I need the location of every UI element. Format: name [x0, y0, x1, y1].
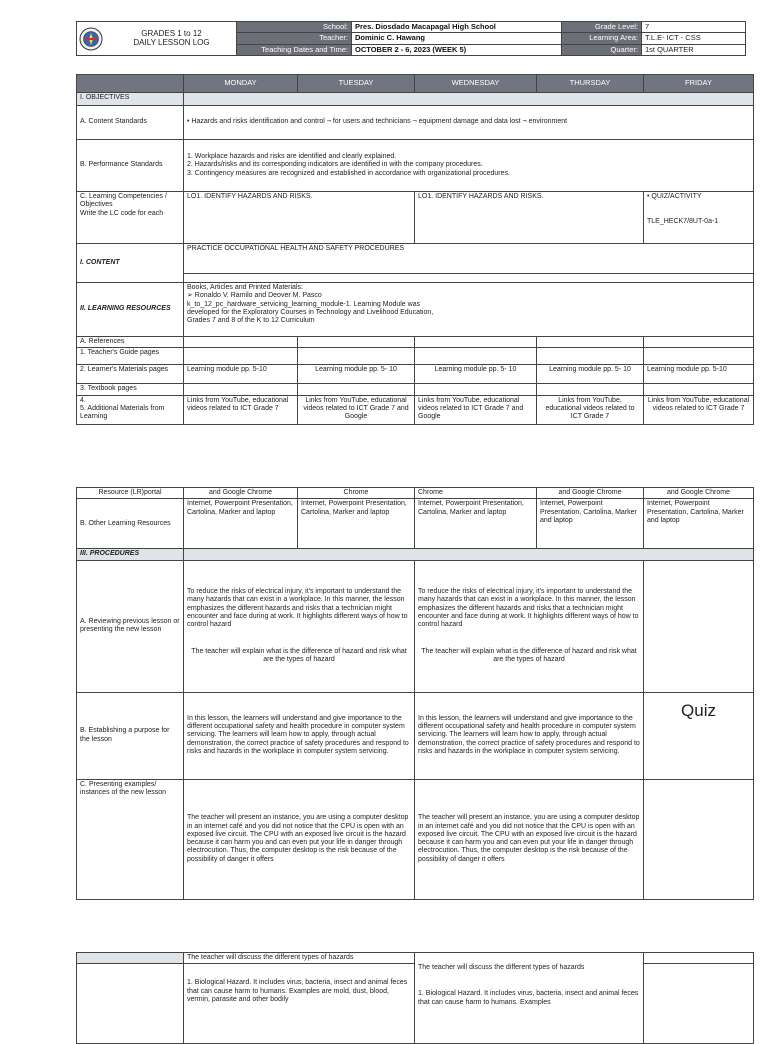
additional-thu: Links from YouTube, educational videos related to ICT Grade 7 [537, 395, 644, 424]
teacher-value: Dominic C. Hawang [352, 33, 562, 44]
portal-tue: Chrome [298, 488, 415, 499]
discuss-wednesday [415, 953, 644, 1044]
examples-monday: The teacher will present an instance, you are using a computer desktop in an internet café and you did not notice that the CPU is open with an exposed live circuit. The CPU with an exposed live circuit is the hazard because it can harm you and can even put your life in danger through electrocution. Thus, the computer desktop is the risk because of the possibility of danger it offers [184, 779, 415, 899]
page3-label-cell [77, 953, 184, 964]
day-friday: FRIDAY [644, 75, 754, 93]
grade-value: 7 [642, 22, 746, 33]
other-fri: Internet, Powerpoint Presentation, Cartolina, Marker and laptop [644, 499, 754, 549]
procedures-heading: III. PROCEDURES [77, 549, 184, 560]
other-resources-label: B. Other Learning Resources [77, 499, 184, 549]
additional-label: 4. 5. Additional Materials from Learning [77, 395, 184, 424]
objectives-heading: I. OBJECTIVES [77, 93, 184, 106]
references-thu [537, 337, 644, 348]
additional-wed: Links from YouTube, educational videos related to ICT Grade 7 and Google [415, 395, 537, 424]
objectives-heading-fill [184, 93, 754, 106]
teachers-guide-thu [537, 348, 644, 365]
learners-mon: Learning module pp. 5-10 [184, 365, 298, 384]
portal-wed: Chrome [415, 488, 537, 499]
purpose-label: B. Establishing a purpose for the lesson [77, 692, 184, 779]
lesson-table-page1 [76, 74, 754, 425]
other-tue: Internet, Powerpoint Presentation, Cartolina, Marker and laptop [298, 499, 415, 549]
page3-friday [644, 964, 754, 1044]
day-monday: MONDAY [184, 75, 298, 93]
review-label: A. Reviewing previous lesson or presenting the new lesson [77, 560, 184, 692]
bio-monday-text: 1. Biological Hazard. It includes virus, bacteria, insect and animal feces that can cause harm to humans. Examples are mold, dust, blood, vermin, parasite and other bodily [187, 979, 408, 1003]
page3-friday-top [644, 953, 754, 964]
references-wed [415, 337, 537, 348]
examples-wednesday: The teacher will present an instance, you are using a computer desktop in an internet café and you did not notice that the CPU is open with an exposed live circuit. The CPU with an exposed live circuit is the hazard because it can harm you and can even put your life in danger through electrocution. Thus, the computer desktop is the risk because of the possibility of danger it offers [415, 779, 644, 899]
resources-heading: II. LEARNING RESOURCES [77, 283, 184, 337]
portal-label: Resource (LR)portal [77, 488, 184, 499]
teacher-label: Teacher: [237, 33, 352, 44]
dates-label: Teaching Dates and Time: [237, 44, 352, 55]
header-block [76, 21, 746, 56]
content-standards-label: A. Content Standards [77, 106, 184, 140]
teachers-guide-label: 1. Teacher's Guide pages [77, 348, 184, 365]
examples-friday [644, 779, 754, 899]
content-value: PRACTICE OCCUPATIONAL HEALTH AND SAFETY PROCEDURES [184, 244, 754, 274]
purpose-monday: In this lesson, the learners will understand and give importance to the different occupational safety and health procedure in computer system servicing. The learners will learn how to apply, through actual demonstration, the correct practice of safety procedures and respond to risks and hazards in the workplace in computer system servicing. [184, 692, 415, 779]
grade-label: Grade Level: [562, 22, 642, 33]
other-thu: Internet, Powerpoint Presentation, Cartolina, Marker and laptop [537, 499, 644, 549]
bio-wednesday: 1. Biological Hazard. It includes virus, bacteria, insect and animal feces that can cause harm to humans. Examples [418, 990, 639, 1006]
additional-tue: Links from YouTube, educational videos related to ICT Grade 7 and Google [298, 395, 415, 424]
content-standards-value: • Hazards and risks identification and control ¬ for users and technicians ¬ equipment damage and data lost ¬ environment [184, 106, 754, 140]
references-label: A. References [77, 337, 184, 348]
lesson-table-page2 [76, 487, 754, 900]
performance-label: B. Performance Standards [77, 140, 184, 192]
day-wednesday: WEDNESDAY [415, 75, 537, 93]
references-tue [298, 337, 415, 348]
dates-value: OCTOBER 2 - 6, 2023 (WEEK 5) [352, 44, 562, 55]
purpose-wednesday: In this lesson, the learners will understand and give importance to the different occupational safety and health procedure in computer system servicing. The learners will learn how to apply, through actual demonstration, the correct practice of safety procedures and respond to risks and hazards in the workplace in computer system servicing. [415, 692, 644, 779]
review-friday [644, 560, 754, 692]
competency-monday: LO1. IDENTIFY HAZARDS AND RISKS. [184, 192, 415, 244]
day-thursday: THURSDAY [537, 75, 644, 93]
learners-fri: Learning module pp. 5-10 [644, 365, 754, 384]
review-wednesday-text-2: The teacher will explain what is the difference of hazard and risk what are the types of hazard [421, 647, 637, 663]
area-label: Learning Area: [562, 33, 642, 44]
textbook-fri [644, 384, 754, 395]
examples-label: C. Presenting examples/ instances of the new lesson [77, 779, 184, 899]
content-blank [184, 274, 754, 283]
header-title-1: GRADES 1 to 12 [141, 29, 202, 39]
day-header-corner [77, 75, 184, 93]
learners-label: 2. Learner's Materials pages [77, 365, 184, 384]
purpose-friday: Quiz [644, 692, 754, 779]
school-value: Pres. Diosdado Macapagal High School [352, 22, 562, 33]
portal-thu: and Google Chrome [537, 488, 644, 499]
lesson-table-page3 [76, 952, 754, 1044]
learners-tue: Learning module pp. 5- 10 [298, 365, 415, 384]
review-monday [184, 560, 415, 692]
portal-fri: and Google Chrome [644, 488, 754, 499]
teachers-guide-wed [415, 348, 537, 365]
school-label: School: [237, 22, 352, 33]
procedures-heading-fill [184, 549, 754, 560]
competency-wednesday: LO1. IDENTIFY HAZARDS AND RISKS. [415, 192, 644, 244]
area-value: T.L.E- ICT - CSS [642, 33, 746, 44]
header-title-2: DAILY LESSON LOG [133, 38, 210, 48]
review-monday-text-2: The teacher will explain what is the difference of hazard and risk what are the types of hazard [191, 647, 407, 663]
page3-label-cell-2 [77, 964, 184, 1044]
quarter-value: 1st QUARTER [642, 44, 746, 55]
textbook-tue [298, 384, 415, 395]
textbook-wed [415, 384, 537, 395]
review-wednesday [415, 560, 644, 692]
bio-monday [184, 964, 415, 1044]
learners-wed: Learning module pp. 5- 10 [415, 365, 537, 384]
references-fri [644, 337, 754, 348]
portal-mon: and Google Chrome [184, 488, 298, 499]
other-mon: Internet, Powerpoint Presentation, Cartolina, Marker and laptop [184, 499, 298, 549]
discuss-wednesday-text: The teacher will discuss the different types of hazards [418, 964, 585, 971]
review-monday-text: To reduce the risks of electrical injury, it's important to understand the many hazards that can exist in a workplace. In this manner, the lesson emphasizes the different hazards and risks that a technician might encounter and face during at work. It highlights different ways of how to control hazard [187, 588, 408, 629]
deped-seal-icon [79, 27, 103, 51]
day-tuesday: TUESDAY [298, 75, 415, 93]
performance-value: 1. Workplace hazards and risks are identified and clearly explained. 2. Hazards/risks and its corresponding indicators are identified in with the company procedures. 3. Contingency measures are recognized and established in accordance with organizational procedures. [184, 140, 754, 192]
quarter-label: Quarter: [562, 44, 642, 55]
other-wed: Internet, Powerpoint Presentation, Cartolina, Marker and laptop [415, 499, 537, 549]
textbook-thu [537, 384, 644, 395]
content-heading: I. CONTENT [77, 244, 184, 283]
competencies-label: C. Learning Competencies / Objectives Write the LC code for each [77, 192, 184, 244]
discuss-monday: The teacher will discuss the different types of hazards [184, 953, 415, 964]
competency-friday: • QUIZ/ACTIVITY TLE_HECK7/8UT-0a-1 [644, 192, 754, 244]
resources-value: Books, Articles and Printed Materials: ➢ Ronaldo V. Ramilo and Deover M. Pasco k_to_12_pc_hardware_servicing_learning_module-1. Learning Module was developed for the Exploratory Courses in Technology and Livelihood Education, Grades 7 and 8 of the K to 12 Curriculum [184, 283, 754, 337]
additional-mon: Links from YouTube, educational videos related to ICT Grade 7 [184, 395, 298, 424]
review-wednesday-text: To reduce the risks of electrical injury, it's important to understand the many hazards that can exist in a workplace. In this manner, the lesson emphasizes the different hazards and risks that a technician might encounter and face during at work. It highlights different ways of how to control hazard [418, 588, 639, 629]
learners-thu: Learning module pp. 5- 10 [537, 365, 644, 384]
teachers-guide-fri [644, 348, 754, 365]
teachers-guide-mon [184, 348, 298, 365]
teachers-guide-tue [298, 348, 415, 365]
textbook-mon [184, 384, 298, 395]
logo-cell [77, 22, 237, 56]
textbook-label: 3. Textbook pages [77, 384, 184, 395]
references-mon [184, 337, 298, 348]
additional-fri: Links from YouTube, educational videos related to ICT Grade 7 [644, 395, 754, 424]
